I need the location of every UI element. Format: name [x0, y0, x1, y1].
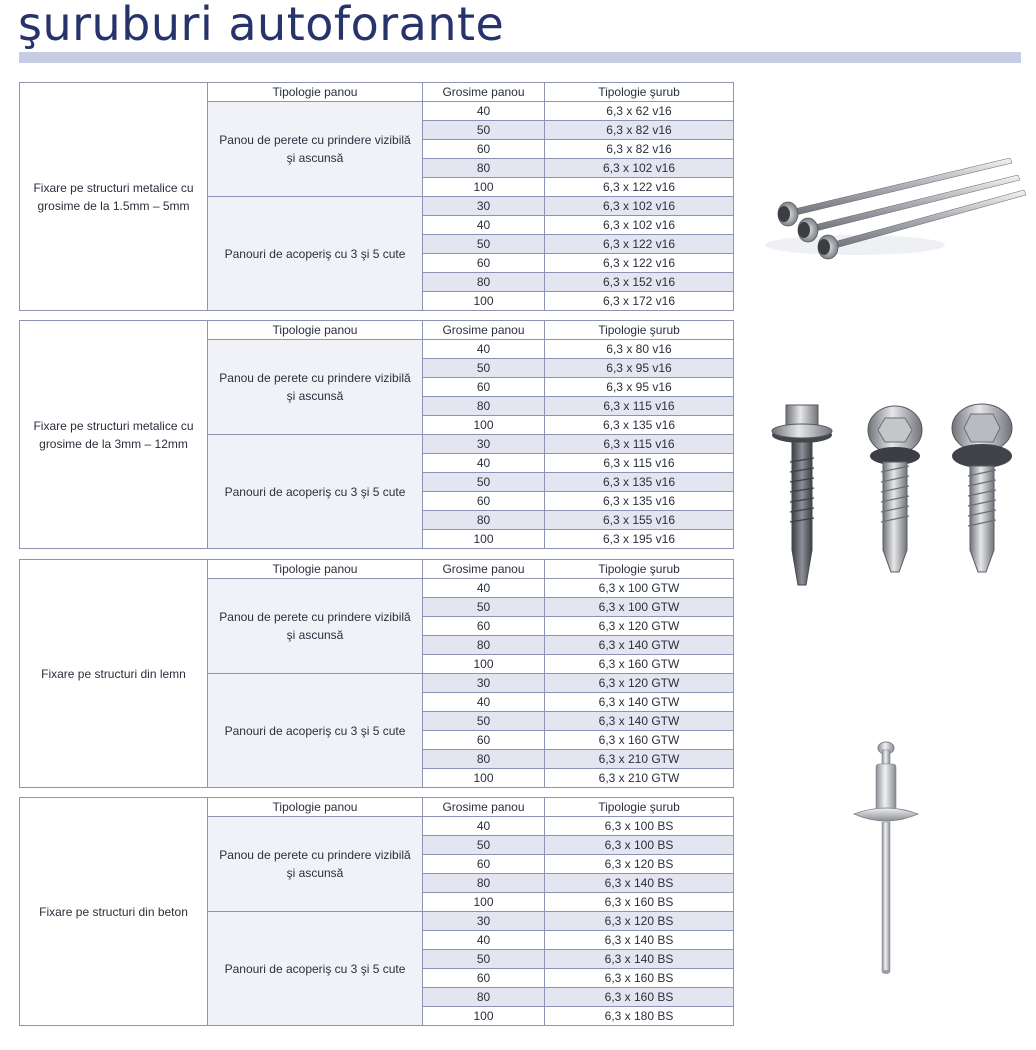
thickness-cell: 100 — [423, 655, 545, 674]
screw-type-cell: 6,3 x 160 BS — [545, 969, 734, 988]
screw-type-cell: 6,3 x 140 GTW — [545, 636, 734, 655]
thickness-cell: 80 — [423, 397, 545, 416]
panel-type-cell: Panouri de acoperiş cu 3 şi 5 cute — [208, 912, 423, 1026]
thickness-cell: 60 — [423, 969, 545, 988]
thickness-cell: 40 — [423, 579, 545, 598]
screw-type-cell: 6,3 x 210 GTW — [545, 769, 734, 788]
screw-type-cell: 6,3 x 160 BS — [545, 893, 734, 912]
thickness-cell: 30 — [423, 912, 545, 931]
page-title: şuruburi autoforante — [18, 0, 505, 51]
screw-type-cell: 6,3 x 115 v16 — [545, 454, 734, 473]
fixing-category: Fixare pe structuri din lemn — [20, 560, 208, 788]
thickness-header: Grosime panou — [423, 560, 545, 579]
thickness-cell: 100 — [423, 893, 545, 912]
thickness-cell: 50 — [423, 359, 545, 378]
thickness-cell: 80 — [423, 273, 545, 292]
thickness-cell: 100 — [423, 1007, 545, 1026]
thickness-cell: 60 — [423, 731, 545, 750]
screw-type-cell: 6,3 x 100 GTW — [545, 598, 734, 617]
screw-type-cell: 6,3 x 140 BS — [545, 950, 734, 969]
thickness-cell: 80 — [423, 159, 545, 178]
thickness-cell: 40 — [423, 693, 545, 712]
fixing-category: Fixare pe structuri metalice cu grosime de la 3mm – 12mm — [20, 321, 208, 549]
screw-type-cell: 6,3 x 82 v16 — [545, 140, 734, 159]
thickness-header: Grosime panou — [423, 83, 545, 102]
screw-type-cell: 6,3 x 140 GTW — [545, 693, 734, 712]
thickness-cell: 100 — [423, 769, 545, 788]
panel-type-header: Tipologie panou — [208, 560, 423, 579]
thickness-cell: 80 — [423, 750, 545, 769]
thickness-cell: 40 — [423, 931, 545, 950]
screw-type-cell: 6,3 x 115 v16 — [545, 435, 734, 454]
thickness-cell: 100 — [423, 178, 545, 197]
hex-head-self-drilling-screws-photo — [768, 400, 1026, 595]
panel-type-cell: Panou de perete cu prindere vizibilă şi ascunsă — [208, 102, 423, 197]
screw-type-cell: 6,3 x 115 v16 — [545, 397, 734, 416]
screw-type-header: Tipologie şurub — [545, 83, 734, 102]
screw-type-cell: 6,3 x 80 v16 — [545, 340, 734, 359]
panel-type-cell: Panou de perete cu prindere vizibilă şi ascunsă — [208, 579, 423, 674]
screw-type-cell: 6,3 x 120 GTW — [545, 674, 734, 693]
thickness-cell: 40 — [423, 340, 545, 359]
panel-type-cell: Panou de perete cu prindere vizibilă şi ascunsă — [208, 340, 423, 435]
screw-type-cell: 6,3 x 120 GTW — [545, 617, 734, 636]
screw-type-cell: 6,3 x 82 v16 — [545, 121, 734, 140]
panel-type-cell: Panou de perete cu prindere vizibilă şi ascunsă — [208, 817, 423, 912]
panel-type-cell: Panouri de acoperiş cu 3 şi 5 cute — [208, 435, 423, 549]
thickness-cell: 40 — [423, 102, 545, 121]
fixing-spec-table — [19, 320, 734, 549]
screw-type-header: Tipologie şurub — [545, 798, 734, 817]
fixing-category: Fixare pe structuri metalice cu grosime de la 1.5mm – 5mm — [20, 83, 208, 311]
screw-type-cell: 6,3 x 195 v16 — [545, 530, 734, 549]
thickness-cell: 30 — [423, 674, 545, 693]
screw-type-cell: 6,3 x 140 BS — [545, 931, 734, 950]
screw-type-cell: 6,3 x 120 BS — [545, 855, 734, 874]
screw-type-cell: 6,3 x 135 v16 — [545, 416, 734, 435]
thickness-cell: 50 — [423, 235, 545, 254]
thickness-cell: 60 — [423, 617, 545, 636]
thickness-cell: 60 — [423, 378, 545, 397]
thickness-header: Grosime panou — [423, 321, 545, 340]
thickness-cell: 80 — [423, 988, 545, 1007]
thickness-cell: 40 — [423, 454, 545, 473]
long-self-drilling-screws-photo — [760, 150, 1030, 275]
thickness-cell: 60 — [423, 855, 545, 874]
screw-type-cell: 6,3 x 95 v16 — [545, 359, 734, 378]
panel-type-header: Tipologie panou — [208, 321, 423, 340]
thickness-cell: 40 — [423, 216, 545, 235]
thickness-cell: 30 — [423, 197, 545, 216]
fixing-category: Fixare pe structuri din beton — [20, 798, 208, 1026]
screw-type-cell: 6,3 x 100 GTW — [545, 579, 734, 598]
screw-type-cell: 6,3 x 120 BS — [545, 912, 734, 931]
screw-type-cell: 6,3 x 180 BS — [545, 1007, 734, 1026]
thickness-cell: 50 — [423, 836, 545, 855]
screw-type-cell: 6,3 x 172 v16 — [545, 292, 734, 311]
screw-type-cell: 6,3 x 135 v16 — [545, 492, 734, 511]
screw-type-cell: 6,3 x 210 GTW — [545, 750, 734, 769]
thickness-cell: 40 — [423, 817, 545, 836]
screw-type-cell: 6,3 x 62 v16 — [545, 102, 734, 121]
screw-type-cell: 6,3 x 140 GTW — [545, 712, 734, 731]
screw-type-cell: 6,3 x 160 GTW — [545, 655, 734, 674]
screw-type-cell: 6,3 x 155 v16 — [545, 511, 734, 530]
thickness-cell: 100 — [423, 530, 545, 549]
thickness-cell: 80 — [423, 874, 545, 893]
screw-type-cell: 6,3 x 95 v16 — [545, 378, 734, 397]
thickness-cell: 50 — [423, 712, 545, 731]
thickness-cell: 80 — [423, 636, 545, 655]
screw-type-cell: 6,3 x 140 BS — [545, 874, 734, 893]
panel-type-cell: Panouri de acoperiş cu 3 şi 5 cute — [208, 197, 423, 311]
thickness-cell: 100 — [423, 292, 545, 311]
panel-type-header: Tipologie panou — [208, 83, 423, 102]
fixing-spec-table — [19, 559, 734, 788]
blind-rivet-photo — [850, 738, 925, 978]
fixing-spec-table — [19, 797, 734, 1026]
screw-type-header: Tipologie şurub — [545, 560, 734, 579]
screw-type-cell: 6,3 x 102 v16 — [545, 216, 734, 235]
screw-type-cell: 6,3 x 122 v16 — [545, 178, 734, 197]
thickness-cell: 50 — [423, 598, 545, 617]
thickness-cell: 60 — [423, 254, 545, 273]
screw-type-cell: 6,3 x 122 v16 — [545, 254, 734, 273]
thickness-cell: 80 — [423, 511, 545, 530]
screw-type-cell: 6,3 x 102 v16 — [545, 159, 734, 178]
thickness-header: Grosime panou — [423, 798, 545, 817]
screw-type-cell: 6,3 x 100 BS — [545, 817, 734, 836]
thickness-cell: 50 — [423, 121, 545, 140]
panel-type-cell: Panouri de acoperiş cu 3 şi 5 cute — [208, 674, 423, 788]
thickness-cell: 60 — [423, 492, 545, 511]
screw-type-cell: 6,3 x 100 BS — [545, 836, 734, 855]
screw-type-cell: 6,3 x 160 GTW — [545, 731, 734, 750]
screw-type-header: Tipologie şurub — [545, 321, 734, 340]
thickness-cell: 30 — [423, 435, 545, 454]
thickness-cell: 60 — [423, 140, 545, 159]
panel-type-header: Tipologie panou — [208, 798, 423, 817]
screw-type-cell: 6,3 x 152 v16 — [545, 273, 734, 292]
screw-type-cell: 6,3 x 102 v16 — [545, 197, 734, 216]
title-underline-bar — [19, 52, 1021, 63]
screw-type-cell: 6,3 x 122 v16 — [545, 235, 734, 254]
thickness-cell: 50 — [423, 473, 545, 492]
thickness-cell: 50 — [423, 950, 545, 969]
thickness-cell: 100 — [423, 416, 545, 435]
screw-type-cell: 6,3 x 135 v16 — [545, 473, 734, 492]
fixing-spec-table — [19, 82, 734, 311]
screw-type-cell: 6,3 x 160 BS — [545, 988, 734, 1007]
